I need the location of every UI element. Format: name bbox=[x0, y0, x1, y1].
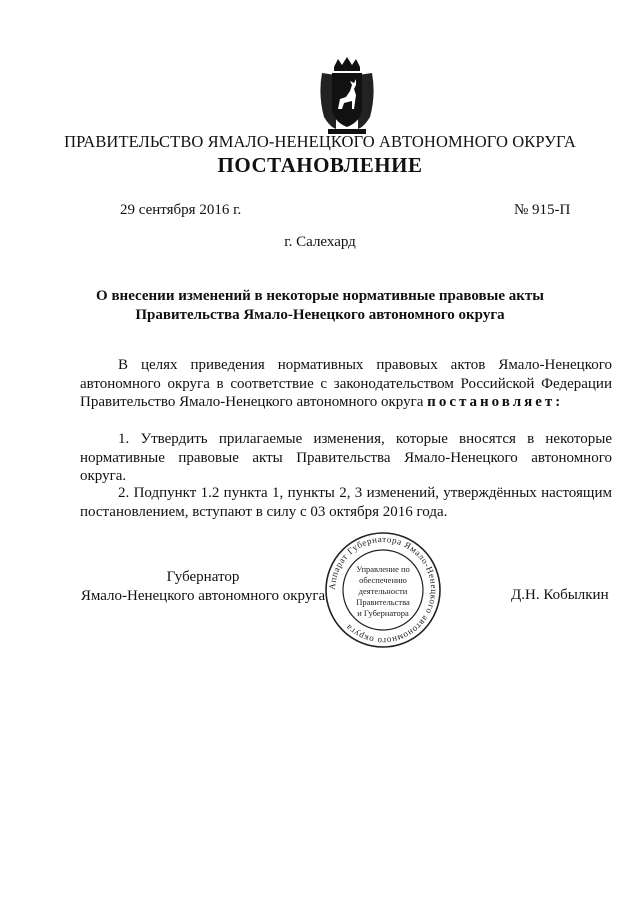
document-number: № 915-П bbox=[514, 202, 571, 218]
title-line-2: Правительства Ямало-Ненецкого автономного округа bbox=[135, 307, 505, 323]
item-1-text: 1. Утвердить прилагаемые изменения, которые вносятся в некоторые нормативные правовые акты Правительства Ямало-Ненецкого автономного округа. bbox=[80, 431, 612, 484]
item-2-text: 2. Подпункт 1.2 пункта 1, пункты 2, 3 изменений, утверждённых настоящим постановлением, вступают в силу с 03 октября 2016 года. bbox=[80, 485, 612, 520]
svg-text:Правительства: Правительства bbox=[356, 597, 410, 607]
position-line-2: Ямало-Ненецкого автономного округа bbox=[80, 588, 326, 604]
official-seal-stamp bbox=[323, 530, 443, 650]
item-1-paragraph bbox=[80, 430, 612, 486]
svg-text:и Губернатора: и Губернатора bbox=[357, 608, 409, 618]
signatory-name: Д.Н. Кобылкин bbox=[511, 587, 609, 603]
item-2-paragraph bbox=[80, 484, 612, 521]
preamble-paragraph bbox=[80, 356, 612, 412]
document-city: г. Салехард bbox=[284, 234, 356, 250]
svg-text:Аппарат Губернатора Ямало-Нене: Аппарат Губернатора Ямало-Ненецкого автономного округа bbox=[326, 533, 440, 647]
svg-text:деятельности: деятельности bbox=[358, 586, 408, 596]
decree-word: постановляет: bbox=[427, 394, 564, 410]
coat-of-arms-emblem-icon bbox=[316, 55, 378, 137]
title-line-1: О внесении изменений в некоторые нормативные правовые акты bbox=[96, 288, 544, 304]
position-line-1: Губернатор bbox=[166, 569, 240, 585]
document-title bbox=[0, 287, 640, 325]
document-date: 29 сентября 2016 г. bbox=[120, 202, 242, 218]
svg-text:обеспечению: обеспечению bbox=[359, 575, 407, 585]
svg-text:Управление по: Управление по bbox=[356, 564, 410, 574]
organization-name: ПРАВИТЕЛЬСТВО ЯМАЛО-НЕНЕЦКОГО АВТОНОМНОГО ОКРУГА bbox=[64, 132, 576, 151]
preamble-text: В целях приведения нормативных правовых актов Ямало-Ненецкого автономного округа в соответствие с законодательством Российской Федерации Правительство Ямало-Ненецкого автономного округа bbox=[80, 357, 612, 410]
signatory-position bbox=[78, 568, 328, 606]
document-type: ПОСТАНОВЛЕНИЕ bbox=[217, 153, 423, 177]
